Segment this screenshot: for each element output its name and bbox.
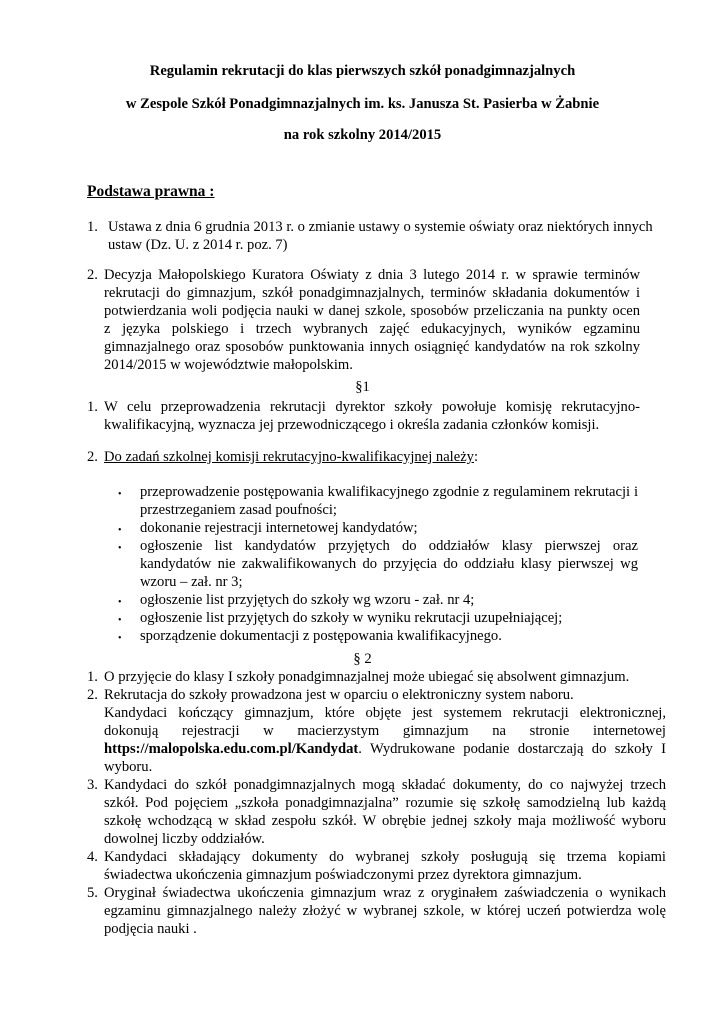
item-text: Decyzja Małopolskiego Kuratora Oświaty z dnia 3 lutego 2014 r. w sprawie terminów rekrutacji do gimnazjum, szkół ponadgimnazjalnych, terminów składania dokumentów i potwierdzania woli podjęcia nauki w danej szkole, sposobów przeliczania na punkty ocen z języka polskiego i trzech wybranych zajęć edukacyjnych, wyników egzaminu gimnazjalnego oraz sposobów punktowania innych osiągnięć kandydatów na rok szkolny 2014/2015 w województwie małopolskim. <box>104 267 640 374</box>
bullet-icon: • <box>118 633 122 644</box>
item-text: W celu przeprowadzenia rekrutacji dyrektor szkoły powołuje komisję rekrutacyjno- kwalifikacyjną, wyznacza jej przewodniczącego i określa zadania członków komisji. <box>104 399 640 434</box>
item-number: 1. <box>87 399 98 415</box>
item-number: 1. <box>87 219 98 235</box>
committee-tasks-heading: Do zadań szkolnej komisji rekrutacyjno-kwalifikacyjnej należy <box>104 449 474 465</box>
item-number: 5. <box>87 885 98 901</box>
section-1-mark: §1 <box>355 379 370 395</box>
title-line-1: Regulamin rekrutacji do klas pierwszych szkół ponadgimnazjalnych <box>149 63 576 79</box>
item-number: 1. <box>87 669 98 685</box>
section-2-mark: § 2 <box>353 651 372 667</box>
bullet-icon: • <box>118 489 122 500</box>
item-text: Ustawa z dnia 6 grudnia 2013 r. o zmianie ustawy o systemie oświaty oraz niektórych innych ustaw (Dz. U. z 2014 r. poz. 7) <box>108 219 653 254</box>
legal-basis-heading: Podstawa prawna : <box>87 183 215 200</box>
item-number: 2. <box>87 449 98 465</box>
bullet-icon: • <box>118 543 122 554</box>
title-line-2: w Zespole Szkół Ponadgimnazjalnych im. ks. Janusza St. Pasierba w Żabnie <box>125 96 600 112</box>
kandydat-url: https://malopolska.edu.com.pl/Kandydat <box>104 741 359 758</box>
item-number: 3. <box>87 777 98 793</box>
document-page: Regulamin rekrutacji do klas pierwszych szkół ponadgimnazjalnych w Zespole Szkół Ponadgimnazjalnych im. ks. Janusza St. Pasierba w Żabnie na rok szkolny 2014/2015 Podstawa prawna : 1. Ustawa z dnia 6 grudnia 2013 r. o zmianie ustawy o systemie oświaty oraz niektórych innych ustaw (Dz. U. z 2014 r. poz. 7) 2. Decyzja Małopolskiego Kuratora Oświaty z dnia 3 lutego 2014 r. w sprawie terminów rekrutacji do gimnazjum, szkół ponadgimnazjalnych, terminów składania dokumentów i potwierdzania woli podjęcia nauki w danej szkole, sposobów przeliczania na punkty ocen z języka polskiego i trzech wybranych zajęć edukacyjnych, wyników egzaminu gimnazjalnego oraz sposobów punktowania innych osiągnięć kandydatów na rok szkolny 2014/2015 w województwie małopolskim. §1 1. W celu przeprowadzenia rekrutacji dyrektor szkoły powołuje komisję rekrutacyjno- kwalifikacyjną, wyznacza jej przewodniczącego i określa zadania członków komisji. 2. Do zadań szkolnej komisji rekrutacyjno-kwalifikacyjnej należy: • przeprowadzenie postępowania kwalifikacyjnego zgodnie z regulaminem rekrutacji i przestrzeganiem zasad poufności; • dokonanie rejestracji internetowej kandydatów; • ogłoszenie list kandydatów przyjętych do oddziałów klasy pierwszej oraz kandydatów nie zakwalifikowanych do przyjęcia do oddziału klasy pierwszej wg wzoru – zał. nr 3; • ogłoszenie list przyjętych do szkoły wg wzoru - zał. nr 4; • ogłoszenie list przyjętych do szkoły w wyniku rekrutacji uzupełniającej; • sporządzenie dokumentacji z postępowania kwalifikacyjnego. § 2 1. O przyjęcie do klasy I szkoły ponadgimnazjalnej może ubiegać się absolwent gimnazjum. 2. Rekrutacja do szkoły prowadzona jest w oparciu o elektroniczny system naboru. Kandydaci kończący gimnazjum, które objęte jest systemem rekrutacji elektronicznej, dokonują rejestracji w macierzystym gimnazjum na stronie internetowej https://malopolska.edu.com.pl/Kandydat. Wydrukowane podanie dostarczają do szkoły I wyboru. 3. Kandydaci do szkół ponadgimnazjalnych mogą składać dokumenty, do co najwyżej trzech szkół. Pod pojęciem „szkoła ponadgimnazjalna” rozumie się szkołę samodzielną lub każdą szkołę wchodzącą w skład zespołu szkół. W obrębie jednej szkoły maja możliwość wyboru dowolnej liczby oddziałów. 4. Kandydaci składający dokumenty do wybranej szkoły posługują się trzema kopiami świadectwa ukończenia gimnazjum poświadczonymi przez dyrektora gimnazjum. 5. Oryginał świadectwa ukończenia gimnazjum wraz z oryginałem zaświadczenia o wynikach egzaminu gimnazjalnego należy złożyć w wybranej szkole, w której uczeń potwierdza wolę podjęcia nauki . <box>0 0 725 1024</box>
item-text: Do zadań szkolnej komisji rekrutacyjno-kwalifikacyjnej należy: <box>104 449 479 465</box>
item-number: 2. <box>87 687 98 703</box>
item-number: 2. <box>87 267 98 283</box>
bullet-icon: • <box>118 525 122 536</box>
bullet-icon: • <box>118 597 122 608</box>
item-number: 4. <box>87 849 98 865</box>
title-line-3: na rok szkolny 2014/2015 <box>283 127 442 143</box>
bullet-icon: • <box>118 615 122 626</box>
